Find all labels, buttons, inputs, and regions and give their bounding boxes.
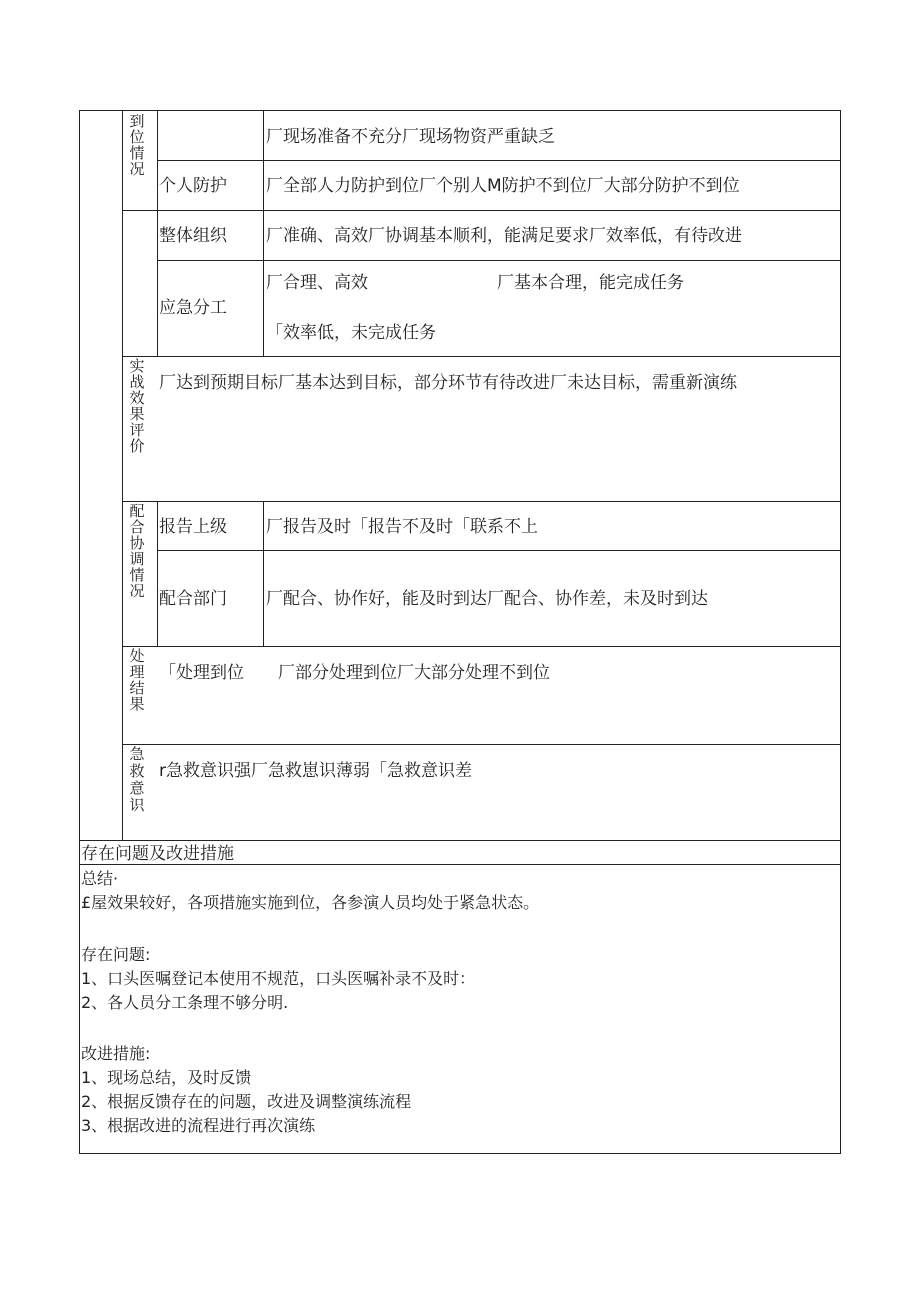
- option-result-1: 「处理到位: [159, 663, 244, 683]
- option-division-3: 「效率低，未完成任务: [266, 323, 436, 343]
- grid-row-line: [122, 210, 841, 211]
- option-result-2: 厂部分处理到位厂大部分处理不到位: [278, 663, 550, 683]
- label-cooperating-dept: 配合部门: [159, 589, 227, 609]
- table-border-top: [79, 110, 841, 111]
- option-report: 厂报告及时「报告不及时「联系不上: [266, 517, 538, 537]
- grid-row-line: [122, 744, 841, 745]
- grid-row-line: [157, 160, 841, 161]
- measures-label: 改进措施:: [81, 1044, 151, 1063]
- grid-col-line-3b: [263, 501, 264, 646]
- measure-item: 2、根据反馈存在的问题，改进及调整演练流程: [81, 1092, 412, 1111]
- table-border-right: [840, 110, 841, 1154]
- grid-row-line: [122, 356, 841, 357]
- option-overall-organization: 厂准确、高效厂协调基本顺利，能满足要求厂效率低，有待改进: [266, 226, 742, 246]
- option-readiness: 厂现场准备不充分厂现场物资严重缺乏: [266, 127, 555, 147]
- grid-row-line: [157, 260, 841, 261]
- section-label-coordination: 配合协调情况: [129, 502, 145, 600]
- grid-row-line: [157, 550, 841, 551]
- grid-col-line-2b: [157, 501, 158, 646]
- option-personal-protection: 厂全部人力防护到位厂个别人M防护不到位厂大部分防护不到位: [266, 176, 740, 196]
- label-report-superior: 报告上级: [159, 517, 227, 537]
- grid-col-line-1: [122, 110, 123, 841]
- issues-header: 存在问题及改进措施: [81, 844, 234, 864]
- option-effect: 厂达到预期目标厂基本达到目标，部分环节有待改进厂未达目标，需重新演练: [159, 373, 737, 393]
- option-division-1: 厂合理、高效: [266, 273, 368, 293]
- option-dept: 厂配合、协作好，能及时到达厂配合、协作差，未及时到达: [266, 589, 708, 609]
- grid-row-line: [122, 646, 841, 647]
- option-division-2: 厂基本合理，能完成任务: [497, 273, 684, 293]
- problems-label: 存在问题:: [81, 945, 151, 964]
- label-emergency-division: 应急分工: [159, 298, 227, 318]
- option-firstaid: r急救意识强厂急救崽识薄弱「急救意识差: [159, 761, 472, 781]
- measure-item: 1、现场总结，及时反馈: [81, 1068, 252, 1087]
- label-overall-organization: 整体组织: [159, 226, 227, 246]
- section-label-effect: 实战效果评价: [129, 357, 145, 455]
- summary-label: 总结·: [81, 869, 119, 888]
- grid-row-line: [79, 840, 841, 841]
- table-border-left: [79, 110, 80, 1154]
- problem-item: 2、各人员分工条理不够分明.: [81, 993, 289, 1012]
- label-personal-protection: 个人防护: [159, 176, 227, 196]
- grid-col-line-3a: [263, 110, 264, 357]
- section-label-firstaid: 急救意识: [129, 745, 145, 814]
- section-label-result: 处理结果: [129, 647, 145, 713]
- measure-item: 3、根据改进的流程进行再次演练: [81, 1116, 316, 1135]
- section-label-readiness: 到位情况: [129, 112, 145, 178]
- problem-item: 1、口头医嘱登记本使用不规范，口头医嘱补录不及时：: [81, 969, 476, 988]
- table-border-bottom: [79, 1153, 841, 1154]
- grid-col-line-2a: [157, 110, 158, 357]
- grid-row-line: [122, 501, 841, 502]
- summary-text: £屋效果较好，各项措施实施到位，各参演人员均处于紧急状态。: [81, 893, 540, 912]
